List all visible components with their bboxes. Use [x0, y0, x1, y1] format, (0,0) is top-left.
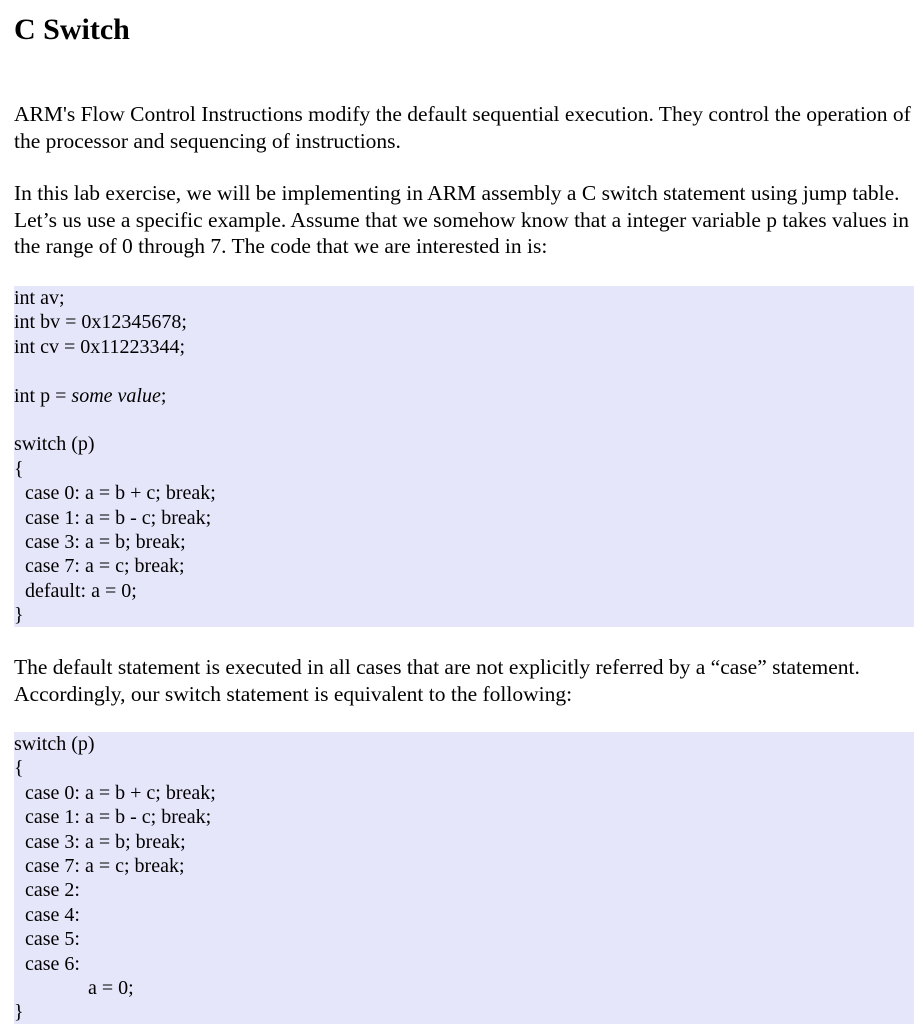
- code-line-case-7: case 7: a = c; break;: [25, 555, 185, 578]
- equivalence-paragraph: The default statement is executed in all cases that are not explicitly referred by a “case” statement. Accordingly, our switch statement is equivalent to the following:: [14, 655, 860, 706]
- code-line-case-1: case 1: a = b - c; break;: [25, 506, 212, 529]
- code-line-case-7: case 7: a = c; break;: [25, 855, 185, 877]
- code-line-decl-b: int bv = 0x12345678;: [14, 311, 187, 334]
- code-line-assign-zero: a = 0;: [88, 977, 134, 999]
- intro-paragraph: ARM's Flow Control Instructions modify the default sequential execution. They control the operation of the processor and sequencing of instructions.: [14, 102, 911, 153]
- code-line-case-0: case 0: a = b + c; break;: [25, 482, 216, 505]
- code-line-default: default: a = 0;: [25, 579, 137, 602]
- code-line-case-3: case 3: a = b; break;: [25, 531, 186, 553]
- code-line-decl-p: [14, 384, 166, 408]
- code-line-case-1: case 1: a = b - c; break;: [25, 806, 212, 829]
- code-line-case-5: case 5:: [25, 928, 80, 951]
- code-line-switch: switch (p): [14, 433, 95, 456]
- code-line-decl-c: int cv = 0x11223344;: [14, 335, 186, 358]
- code-line-case-4: case 4:: [25, 903, 80, 926]
- code-line-close-brace: }: [14, 604, 24, 627]
- code-block-original-switch: [14, 286, 914, 627]
- decl-p-suffix: ;: [160, 384, 167, 407]
- code-line-open-brace: {: [14, 757, 24, 780]
- decl-p-prefix: int p =: [14, 384, 72, 407]
- code-line-case-0: case 0: a = b + c; break;: [25, 781, 216, 804]
- code-line-case-6: case 6:: [25, 952, 80, 975]
- decl-p-value: some value: [71, 384, 161, 407]
- lab-description-paragraph: In this lab exercise, we will be implementing in ARM assembly a C switch statement using jump table. Let’s us use a specific example. Assume that we somehow know that a integer variable p takes values in the range of 0 through 7. The code that we are interested in is:: [14, 181, 909, 258]
- page-title: C Switch: [14, 13, 130, 46]
- code-line-case-2: case 2:: [25, 879, 80, 902]
- code-line-switch: switch (p): [14, 733, 95, 755]
- code-line-close-brace: }: [14, 1001, 24, 1024]
- code-block-equivalent-switch: [14, 732, 914, 1024]
- code-line-open-brace: {: [14, 457, 24, 480]
- code-line-case-3: case 3: a = b; break;: [25, 830, 186, 853]
- code-line-decl-a: int av;: [14, 287, 65, 309]
